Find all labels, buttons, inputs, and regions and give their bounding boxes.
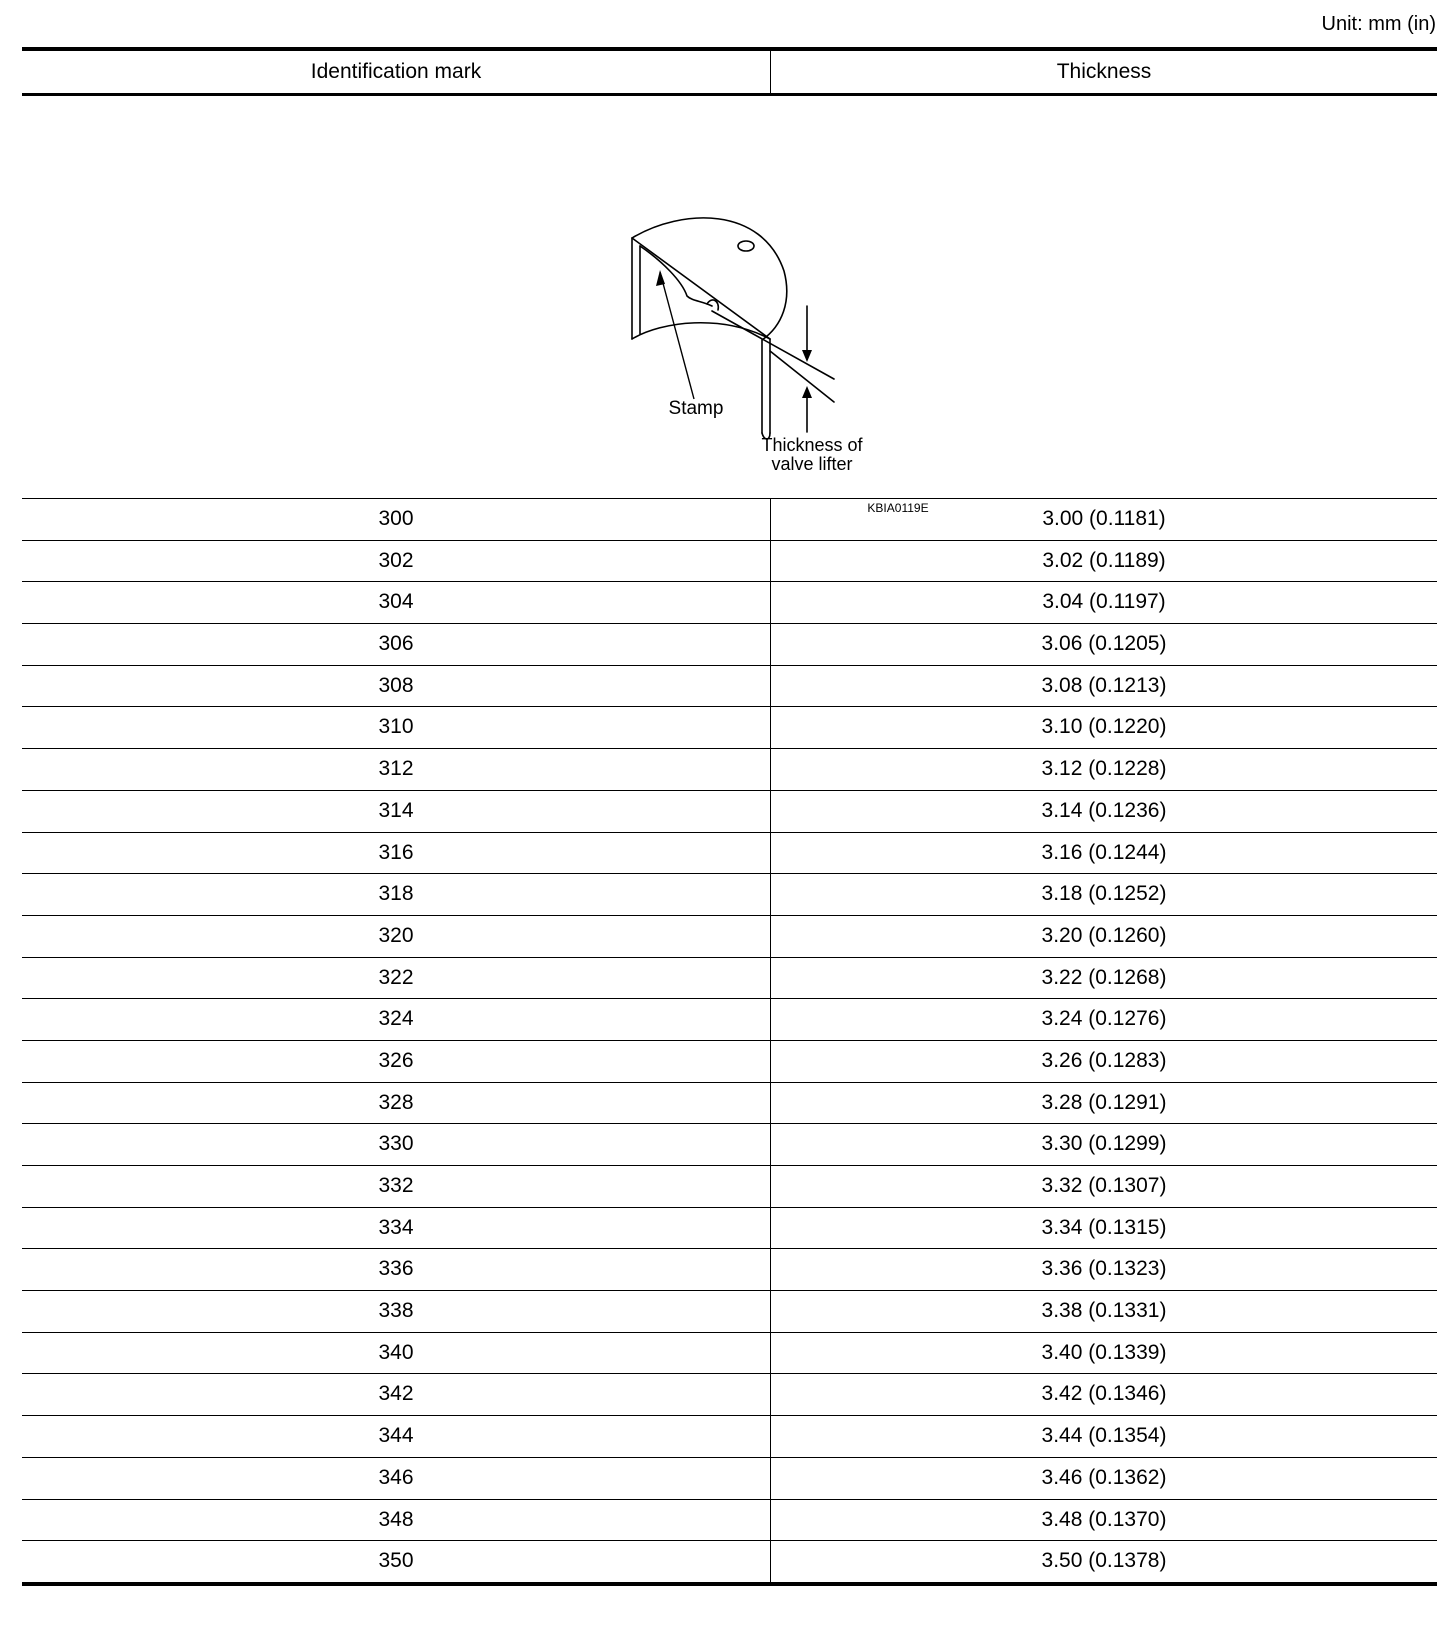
cell-thickness: 3.42 (0.1346) — [770, 1374, 1437, 1415]
cell-thickness: 3.50 (0.1378) — [770, 1541, 1437, 1582]
table-row — [22, 790, 1437, 832]
table-row — [22, 957, 1437, 999]
table-row — [22, 1123, 1437, 1165]
cell-identification-mark: 300 — [378, 507, 414, 530]
table-row — [22, 498, 1437, 540]
cell-thickness: 3.32 (0.1307) — [770, 1166, 1437, 1207]
table-header — [22, 51, 1437, 93]
table-row — [22, 832, 1437, 874]
label-thickness-line1: Thickness of — [761, 435, 863, 455]
cell-identification-mark: 320 — [378, 923, 414, 947]
cell-thickness: 3.22 (0.1268) — [770, 958, 1437, 999]
table-row — [22, 1499, 1437, 1541]
cell-identification-mark: 314 — [378, 798, 414, 822]
table-row — [22, 1373, 1437, 1415]
table-row — [22, 665, 1437, 707]
cell-identification-mark: 348 — [378, 1507, 414, 1531]
cell-thickness: 3.02 (0.1189) — [770, 541, 1437, 582]
cell-thickness: 3.44 (0.1354) — [770, 1416, 1437, 1457]
cell-thickness: 3.26 (0.1283) — [770, 1041, 1437, 1082]
cell-identification-mark: 326 — [378, 1048, 414, 1072]
cell-identification-mark: 332 — [378, 1174, 414, 1197]
cell-identification-mark: 330 — [378, 1132, 414, 1156]
cell-identification-mark: 336 — [378, 1257, 414, 1281]
cell-identification-mark: 310 — [378, 715, 414, 739]
valve-lifter-figure — [22, 96, 1437, 515]
cell-identification-mark: 342 — [378, 1382, 414, 1406]
table-row — [22, 1040, 1437, 1082]
shim-thickness-table — [22, 47, 1437, 1586]
table-row — [22, 581, 1437, 623]
cell-thickness: 3.30 (0.1299) — [770, 1124, 1437, 1165]
cell-identification-mark: 346 — [378, 1465, 414, 1489]
cell-thickness: 3.12 (0.1228) — [770, 749, 1437, 790]
header-thickness: Thickness — [770, 51, 1437, 93]
cell-thickness: 3.14 (0.1236) — [770, 791, 1437, 832]
table-row — [22, 623, 1437, 665]
cell-thickness: 3.34 (0.1315) — [770, 1208, 1437, 1249]
label-stamp: Stamp — [668, 398, 724, 419]
table-row — [22, 748, 1437, 790]
cell-identification-mark: 312 — [378, 757, 414, 781]
cell-thickness: 3.18 (0.1252) — [770, 874, 1437, 915]
table-row — [22, 706, 1437, 748]
cell-thickness: 3.48 (0.1370) — [770, 1500, 1437, 1541]
valve-lifter-illustration — [22, 96, 1437, 515]
cell-identification-mark: 328 — [378, 1090, 414, 1114]
label-thickness-line2: valve lifter — [771, 454, 853, 474]
table-row — [22, 998, 1437, 1040]
table-bottom-rule — [22, 1582, 1437, 1586]
table-row — [22, 1540, 1437, 1582]
table-row — [22, 1332, 1437, 1374]
cell-thickness: 3.28 (0.1291) — [770, 1083, 1437, 1124]
table-row — [22, 1248, 1437, 1290]
cell-identification-mark: 350 — [378, 1549, 414, 1573]
cell-thickness: 3.36 (0.1323) — [770, 1249, 1437, 1290]
cell-thickness: 3.24 (0.1276) — [770, 999, 1437, 1040]
cell-thickness: 3.10 (0.1220) — [770, 707, 1437, 748]
cell-identification-mark: 302 — [378, 548, 414, 572]
table-row — [22, 873, 1437, 915]
cell-identification-mark: 344 — [378, 1424, 414, 1448]
figure-code: KBIA0119E — [867, 501, 929, 515]
cell-identification-mark: 324 — [378, 1007, 414, 1031]
cell-thickness: 3.08 (0.1213) — [770, 666, 1437, 707]
cell-thickness: 3.00 (0.1181) — [770, 499, 1437, 540]
cell-thickness: 3.38 (0.1331) — [770, 1291, 1437, 1332]
table-body — [22, 498, 1437, 1582]
cell-identification-mark: 322 — [378, 965, 414, 989]
table-row — [22, 1415, 1437, 1457]
cell-identification-mark: 318 — [378, 882, 414, 906]
table-row — [22, 1457, 1437, 1499]
table-row — [22, 915, 1437, 957]
cell-thickness: 3.16 (0.1244) — [770, 833, 1437, 874]
unit-label: Unit: mm (in) — [1321, 13, 1436, 35]
cell-thickness: 3.06 (0.1205) — [770, 624, 1437, 665]
cell-identification-mark: 316 — [378, 840, 414, 864]
cell-identification-mark: 334 — [378, 1215, 414, 1239]
table-row — [22, 1207, 1437, 1249]
cell-identification-mark: 338 — [378, 1299, 414, 1323]
table-row — [22, 1290, 1437, 1332]
cell-thickness: 3.40 (0.1339) — [770, 1333, 1437, 1374]
cell-identification-mark: 306 — [378, 632, 414, 656]
table-row — [22, 1082, 1437, 1124]
cell-identification-mark: 308 — [378, 673, 414, 697]
header-identification-mark: Identification mark — [310, 60, 482, 83]
cell-thickness: 3.20 (0.1260) — [770, 916, 1437, 957]
cell-thickness: 3.46 (0.1362) — [770, 1458, 1437, 1499]
cell-identification-mark: 304 — [378, 590, 414, 614]
cell-identification-mark: 340 — [378, 1340, 414, 1364]
cell-thickness: 3.04 (0.1197) — [770, 582, 1437, 623]
table-row — [22, 540, 1437, 582]
table-row — [22, 1165, 1437, 1207]
